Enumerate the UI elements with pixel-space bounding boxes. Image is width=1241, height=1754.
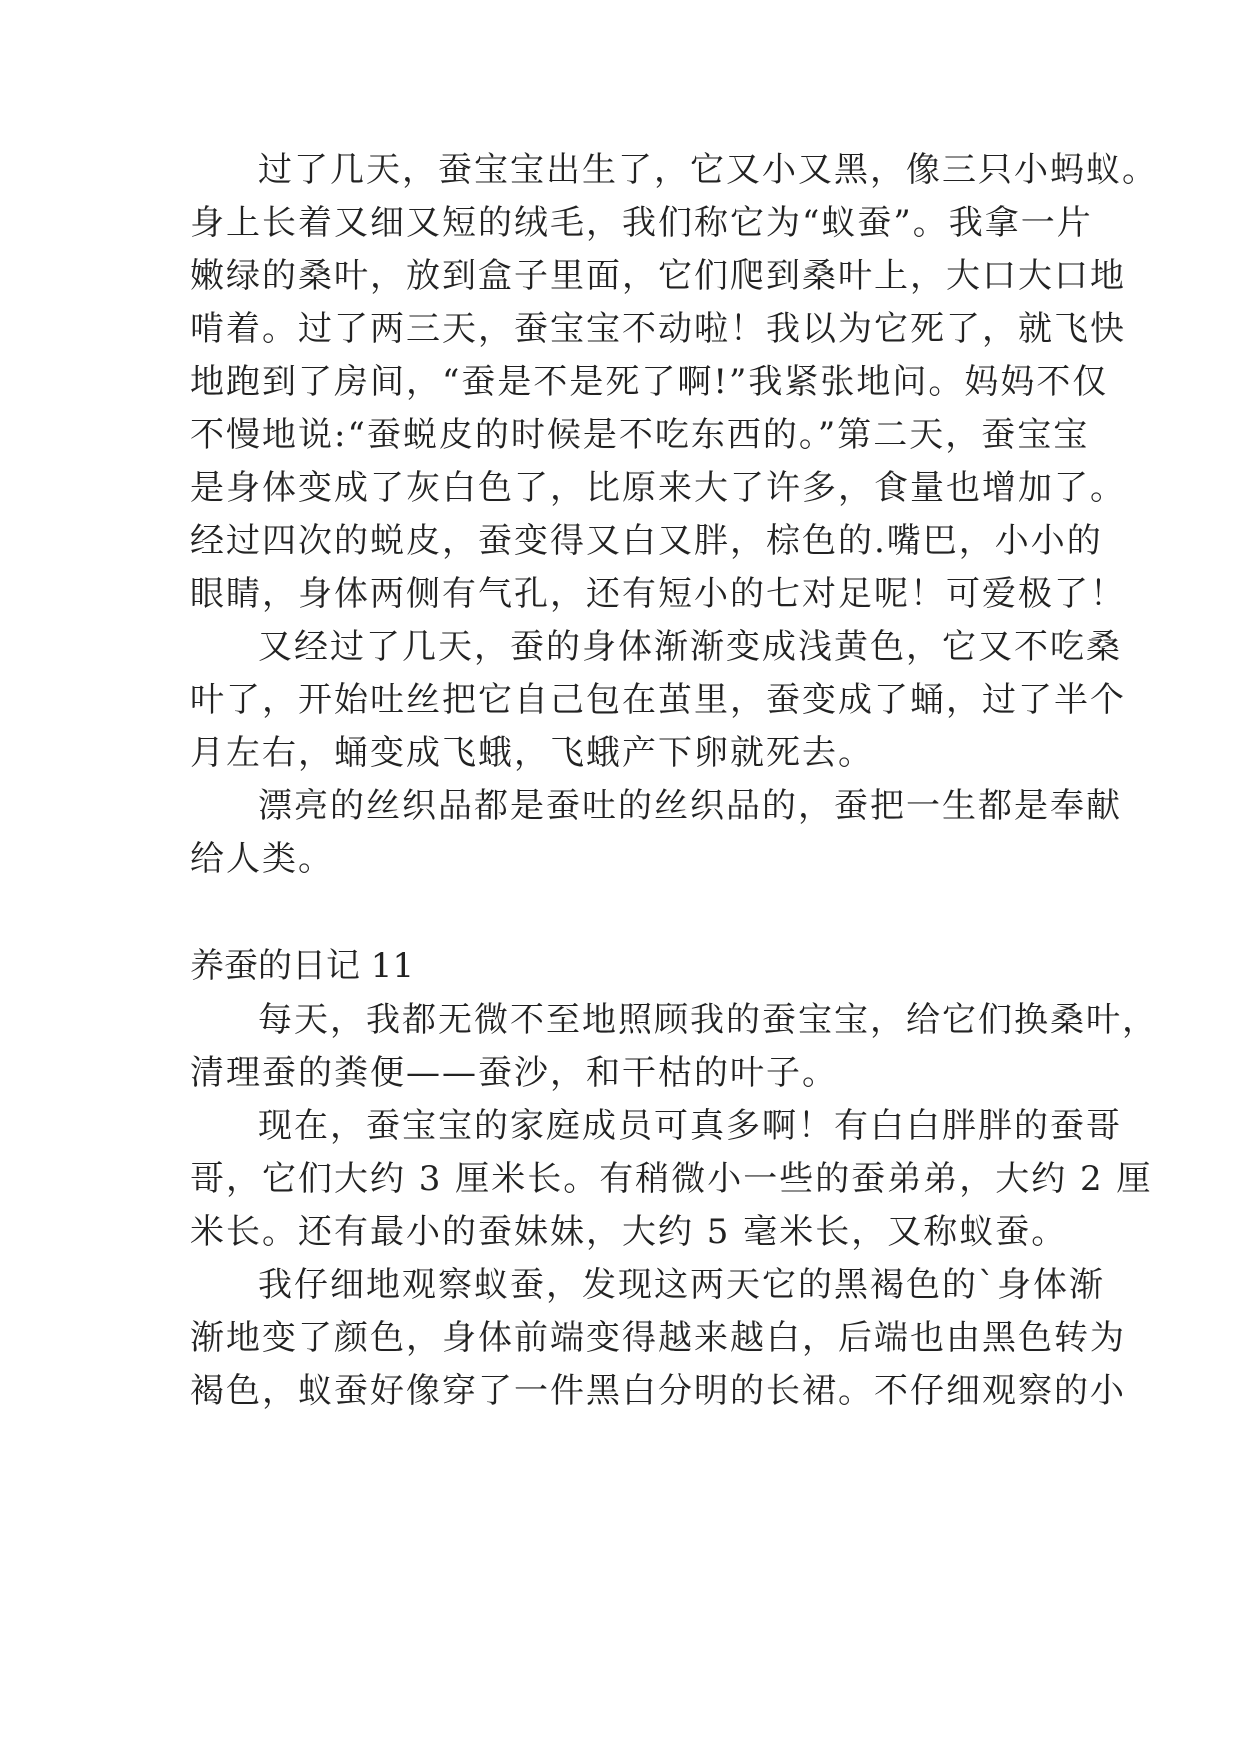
paragraph-line: 渐地变了颜色，身体前端变得越来越白，后端也由黑色转为	[190, 1318, 1126, 1358]
paragraph-line: 米长。还有最小的蚕妹妹，大约 5 毫米长，又称蚁蚕。	[190, 1212, 1068, 1252]
paragraph-line: 褐色，蚁蚕好像穿了一件黑白分明的长裙。不仔细观察的小	[190, 1371, 1126, 1411]
paragraph-line: 过了几天，蚕宝宝出生了，它又小又黑，像三只小蚂蚁。	[258, 150, 1158, 190]
paragraph-line: 地跑到了房间，“蚕是不是死了啊!”我紧张地问。妈妈不仅	[190, 362, 1109, 402]
paragraph-line: 月左右，蛹变成飞蛾，飞蛾产下卵就死去。	[190, 733, 874, 773]
section-title: 养蚕的日记 11	[190, 946, 415, 986]
paragraph-line: 清理蚕的粪便——蚕沙，和干枯的叶子。	[190, 1053, 838, 1093]
paragraph-line: 嫩绿的桑叶，放到盒子里面，它们爬到桑叶上，大口大口地	[190, 256, 1126, 296]
paragraph-line: 身上长着又细又短的绒毛，我们称它为“蚁蚕”。我拿一片	[190, 203, 1093, 243]
paragraph-line: 眼睛，身体两侧有气孔，还有短小的七对足呢！可爱极了！	[190, 574, 1126, 614]
paragraph-line: 给人类。	[190, 839, 334, 879]
paragraph-line: 又经过了几天，蚕的身体渐渐变成浅黄色，它又不吃桑	[258, 627, 1122, 667]
paragraph-line: 经过四次的蜕皮，蚕变得又白又胖，棕色的.嘴巴，小小的	[190, 521, 1103, 561]
paragraph-line: 现在，蚕宝宝的家庭成员可真多啊！有白白胖胖的蚕哥	[258, 1106, 1122, 1146]
paragraph-line: 啃着。过了两三天，蚕宝宝不动啦！我以为它死了，就飞快	[190, 309, 1126, 349]
paragraph-line: 漂亮的丝织品都是蚕吐的丝织品的，蚕把一生都是奉献	[258, 786, 1122, 826]
paragraph-line: 哥，它们大约 3 厘米长。有稍微小一些的蚕弟弟，大约 2 厘	[190, 1159, 1153, 1199]
paragraph-line: 每天，我都无微不至地照顾我的蚕宝宝，给它们换桑叶，	[258, 1000, 1158, 1040]
paragraph-line: 叶了，开始吐丝把它自己包在茧里，蚕变成了蛹，过了半个	[190, 680, 1126, 720]
paragraph-line: 不慢地说:“蚕蜕皮的时候是不吃东西的。”第二天，蚕宝宝	[190, 415, 1090, 455]
paragraph-line: 我仔细地观察蚁蚕，发现这两天它的黑褐色的`身体渐	[258, 1265, 1105, 1305]
paragraph-line: 是身体变成了灰白色了，比原来大了许多，食量也增加了。	[190, 468, 1126, 508]
